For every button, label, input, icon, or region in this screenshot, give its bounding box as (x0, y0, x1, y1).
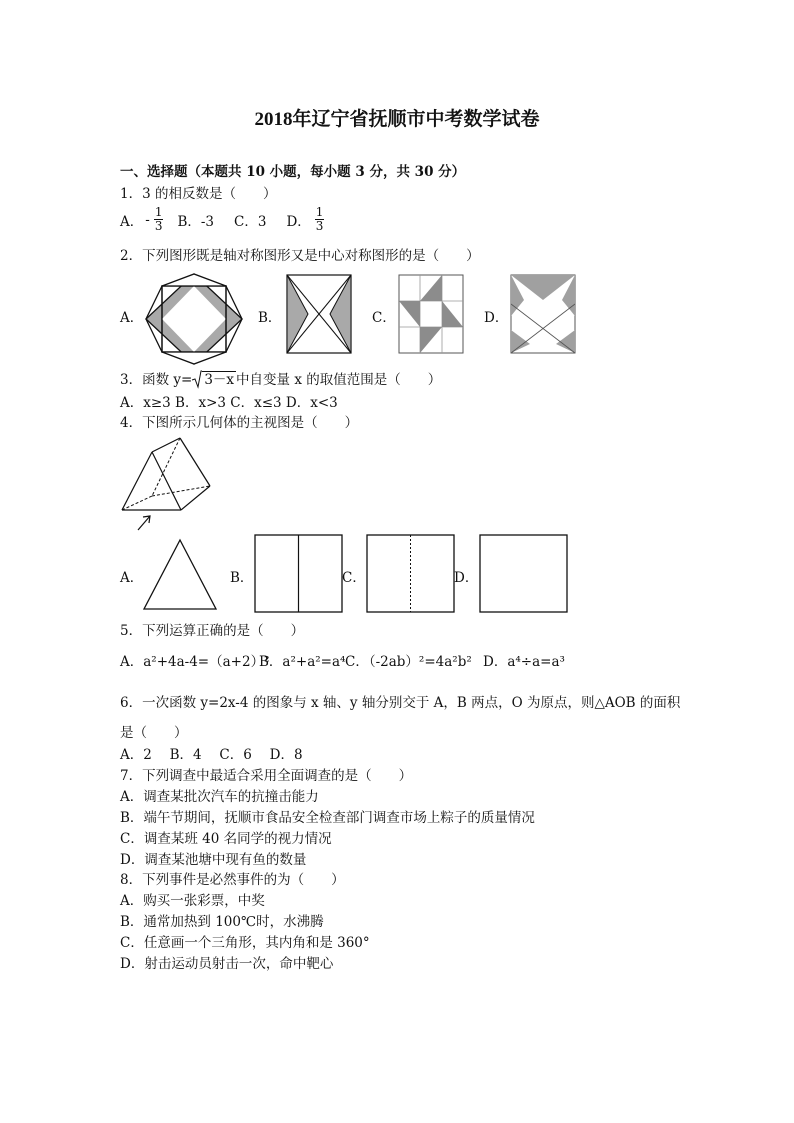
q1-option-a-label: A． (120, 213, 144, 230)
q5-option-a: A．a²+4a-4=（a+2）² (120, 654, 270, 670)
q5-option-d: D．a⁴÷a=a³ (483, 654, 565, 670)
q4-option-b-rect (254, 534, 344, 614)
q2-a-cutout-top (162, 274, 226, 286)
q3-options: A．x≥3 B．x>3 C．x≤3 D．x<3 (120, 395, 338, 411)
q8-option-a: A．购买一张彩票，中奖 (120, 893, 265, 909)
q4-prism-hidden-1 (152, 438, 180, 496)
q1-stem: 1．3 的相反数是（ ） (120, 186, 277, 202)
q8-option-b: B．通常加热到 100℃时，水沸腾 (120, 914, 324, 930)
q1-option-c: C．3 (234, 213, 267, 230)
q1-option-d-denominator: 3 (315, 219, 324, 233)
q4-label-b: B． (230, 570, 254, 586)
q3-stem (120, 368, 441, 388)
q2-figure-c (398, 274, 464, 354)
q2-c-frame (399, 275, 463, 353)
q7-option-b: B．端午节期间，抚顺市食品安全检查部门调查市场上粽子的质量情况 (120, 810, 535, 826)
q5-stem: 5．下列运算正确的是（ ） (120, 623, 305, 639)
q6-options: A．2 B．4 C．6 D．8 (120, 747, 303, 763)
q7-option-a: A．调查某批次汽车的抗撞击能力 (120, 789, 319, 805)
section-heading: 一、选择题（本题共 10 小题，每小题 3 分，共 30 分） (120, 164, 466, 180)
page-title: 2018年辽宁省抚顺市中考数学试卷 (254, 109, 540, 130)
q4-prism-hidden-2 (152, 486, 210, 496)
q6-stem-line1: 6．一次函数 y=2x-4 的图象与 x 轴、y 轴分别交于 A，B 两点，O 为原点，则△AOB 的面积 (120, 695, 681, 711)
q5-option-c: C．（-2ab）²=4a²b² (345, 654, 472, 670)
q4-label-c: C． (342, 570, 366, 586)
q5-option-b: B．a²+a²=a⁴ (259, 654, 346, 670)
q2-label-a: A． (120, 310, 144, 326)
q1-option-a-numerator: 1 (154, 205, 163, 219)
q3-sqrt (192, 370, 236, 388)
q1-option-d-label: D． (286, 213, 311, 230)
q3-sqrt-sign (192, 370, 202, 388)
q8-option-c: C．任意画一个三角形，其内角和是 360° (120, 935, 370, 951)
q4-prism-front-left (122, 452, 152, 510)
q2-figure-d (510, 274, 576, 354)
q2-label-b: B． (258, 310, 282, 326)
q4-option-c-rect (366, 534, 456, 614)
q2-figure-b (286, 274, 352, 354)
q4-option-d-rect (479, 534, 569, 614)
q8-option-d: D．射击运动员射击一次，命中靶心 (120, 956, 334, 972)
q4-label-a: A． (120, 570, 144, 586)
q8-stem: 8．下列事件是必然事件的为（ ） (120, 872, 345, 888)
q1-option-a-fraction (154, 206, 164, 233)
q3-radicand: 3－x (204, 372, 235, 388)
q4-prism-bottom-right (181, 486, 210, 510)
q2-label-c: C． (372, 310, 396, 326)
q4-prism-figure (116, 436, 222, 536)
q6-stem-line2: 是（ ） (120, 725, 188, 741)
q2-stem: 2．下列图形既是轴对称图形又是中心对称图形的是（ ） (120, 248, 480, 264)
q4-label-d: D． (454, 570, 479, 586)
q1-option-d-numerator: 1 (315, 205, 324, 219)
q4-stem: 4．下图所示几何体的主视图是（ ） (120, 415, 359, 431)
q7-option-c: C．调查某班 40 名同学的视力情况 (120, 831, 332, 847)
q2-a-cutout-bottom (162, 352, 226, 364)
q7-option-d: D．调查某池塘中现有鱼的数量 (120, 852, 307, 868)
q4-prism-top-edge (152, 438, 180, 452)
q1-option-b: B．-3 (177, 213, 215, 230)
q1-options (120, 206, 326, 233)
q1-option-d-fraction (315, 206, 325, 233)
q2-label-d: D． (484, 310, 509, 326)
q4-prism-hidden-3 (122, 496, 152, 510)
q3-stem-pre: 3．函数 y= (120, 372, 193, 388)
q4-prism-back-right (180, 438, 210, 486)
q7-stem: 7．下列调查中最适合采用全面调查的是（ ） (120, 768, 413, 784)
q4-view-arrow (138, 516, 150, 530)
q3-stem-post: 中自变量 x 的取值范围是（ ） (236, 372, 442, 388)
q1-option-a-denominator: 3 (154, 219, 163, 233)
q4-prism-front-right (152, 452, 181, 510)
q1-option-a-sign: - (145, 211, 150, 228)
q4-option-a-triangle (142, 537, 220, 613)
q2-figure-a (144, 272, 244, 366)
